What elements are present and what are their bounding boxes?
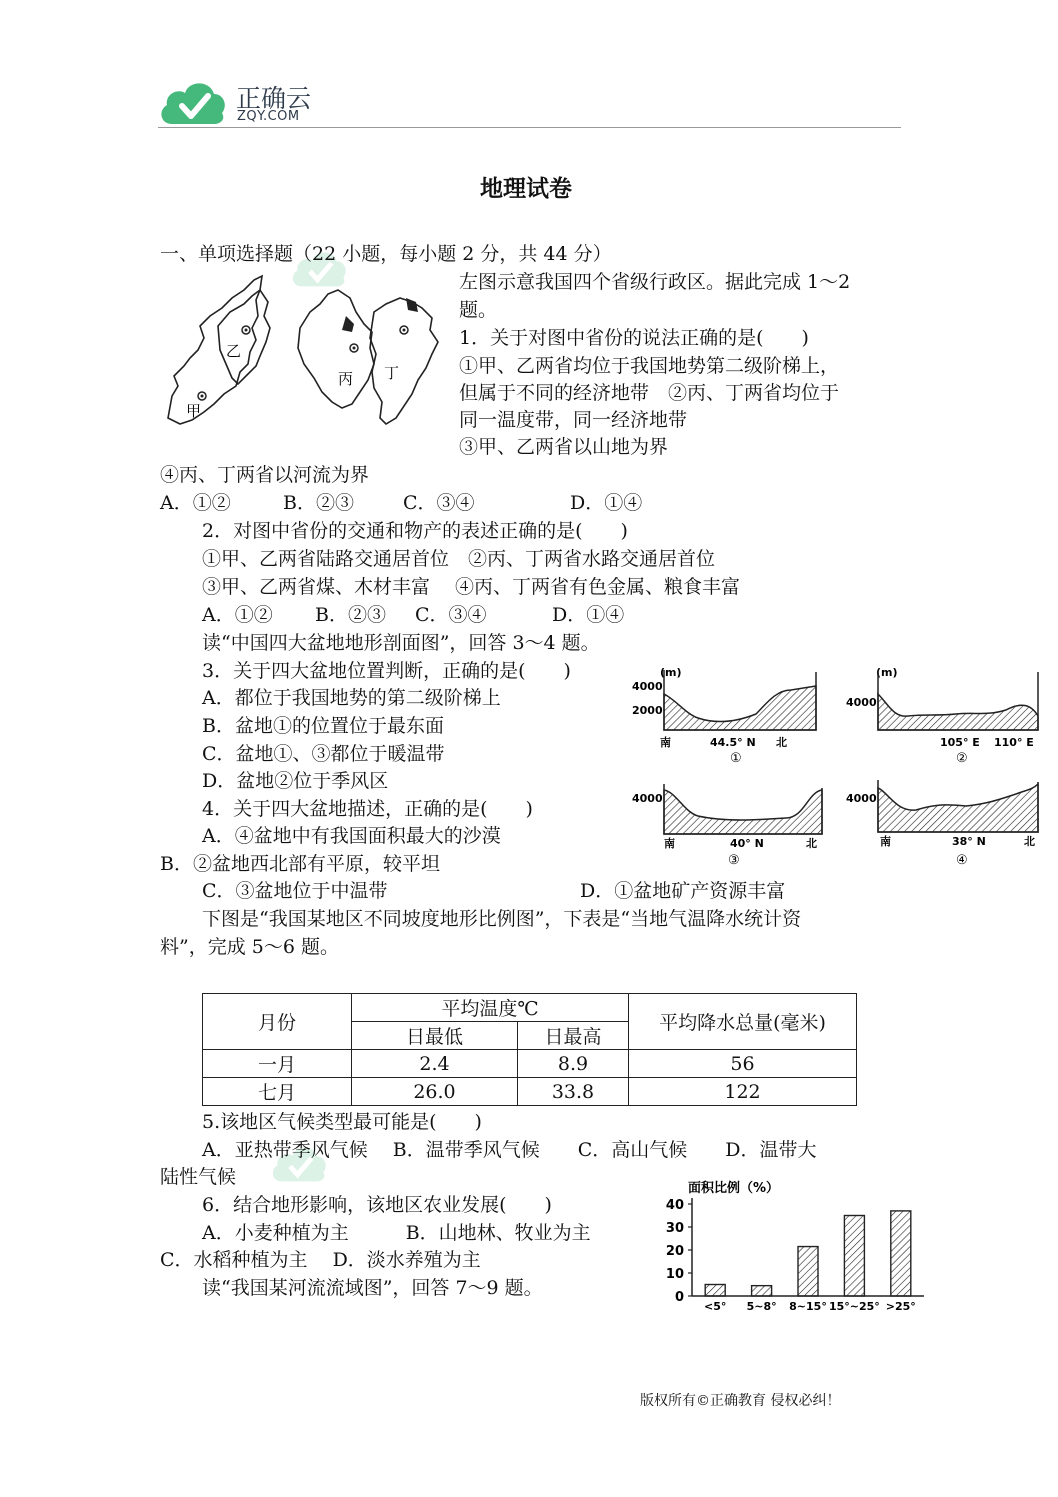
x-tick-label: <5° [704,1300,727,1313]
basin-profile-4 [846,780,1038,868]
intro-q1-2-line2: 题。 [459,299,498,321]
province-map-figure [160,268,455,458]
profile-left: 南 [660,736,671,749]
profile-number: ③ [728,853,740,868]
header-rule [158,127,901,128]
bar [891,1211,911,1296]
table-cell-month: 七月 [203,1078,352,1106]
q1-line: ④丙、丁两省以河流为界 [160,464,370,486]
intro-q7-9: 读“我国某河流流域图”，回答 7～9 题。 [202,1277,543,1299]
profile-right: 北 [1024,835,1035,848]
table-header-max: 日最高 [518,1022,629,1050]
profile-right: 北 [806,837,817,850]
q4-option-c[interactable]: C．③盆地位于中温带 [202,880,388,902]
q1-line: 但属于不同的经济地带 ②丙、丁两省均位于 [459,382,840,404]
intro-q5-6-line2: 料”，完成 5～6 题。 [160,936,339,958]
q3-option-a[interactable]: A．都位于我国地势的第二级阶梯上 [202,687,501,709]
province-ding-outline [370,298,438,424]
profile-number: ① [730,751,742,766]
brand-name-cn: 正确云 [236,84,312,113]
q1-option-d[interactable]: D．①④ [570,492,643,514]
profile-unit: (m) [876,666,898,679]
intro-q1-2-line1: 左图示意我国四个省级行政区。据此完成 1～2 [459,271,851,293]
q4-option-d[interactable]: D．①盆地矿产资源丰富 [580,880,786,902]
profile-number: ④ [956,853,968,868]
bar [798,1247,818,1296]
bar [705,1285,725,1297]
q2-option-a[interactable]: A．①② [202,604,273,626]
map-label-jia: 甲 [186,402,202,420]
q3-option-b[interactable]: B．盆地①的位置位于最东面 [202,715,444,737]
x-tick-label: 15°~25° [828,1300,880,1313]
brand-name-en: ZQY.COM [237,109,300,124]
q1-line: ③甲、乙两省以山地为界 [459,436,669,458]
y-tick-label: 20 [665,1244,684,1259]
bar [844,1216,864,1297]
y-tick-label: 30 [665,1221,684,1236]
q4-option-b[interactable]: B．②盆地西北部有平原，较平坦 [160,853,440,875]
basin-profiles-figure [626,664,1046,879]
q6-stem: 6．结合地形影响，该地区农业发展( ) [202,1194,552,1216]
chart-title: 面积比例（%） [688,1181,780,1196]
q2-option-c[interactable]: C．③④ [415,604,487,626]
q5-stem: 5.该地区气候类型最可能是( ) [202,1111,482,1133]
intro-q5-6-line1: 下图是“我国某地区不同坡度地形比例图”，下表是“当地气温降水统计资 [202,908,802,930]
q3-stem: 3．关于四大盆地位置判断，正确的是( ) [202,660,571,682]
q1-option-b[interactable]: B．②③ [283,492,354,514]
map-label-bing: 丙 [338,370,354,388]
profile-tick: 4000 [846,792,877,805]
profile-right: 北 [776,736,787,749]
y-tick-label: 10 [665,1267,684,1282]
q2-stem: 2．对图中省份的交通和物产的表述正确的是( ) [202,520,628,542]
profile-unit: (m) [660,666,682,679]
table-cell-max: 8.9 [518,1050,629,1078]
table-cell-precip: 122 [629,1078,857,1106]
q4-stem: 4．关于四大盆地描述，正确的是( ) [202,798,533,820]
cloud-check-logo-icon [158,76,230,128]
q6-options-line2[interactable]: C．水稻种植为主 D．淡水养殖为主 [160,1249,481,1271]
profile-tick: 2000 [632,704,663,717]
profile-tick: 4000 [846,696,877,709]
y-tick-label: 0 [674,1290,684,1305]
climate-table [202,993,857,1106]
q2-option-d[interactable]: D．①④ [552,604,625,626]
basin-profile-1 [632,666,816,766]
profile-mid: 40° N [730,837,764,850]
table-cell-max: 33.8 [518,1078,629,1106]
q2-line: ③甲、乙两省煤、木材丰富 ④丙、丁两省有色金属、粮食丰富 [202,576,741,598]
table-header-temp: 平均温度℃ [352,994,629,1022]
profile-tick: 4000 [632,792,663,805]
profile-tick: 4000 [632,680,663,693]
profile-mid: 44.5° N [710,736,756,749]
section-heading: 一、单项选择题（22 小题，每小题 2 分，共 44 分） [160,243,612,265]
q1-line: ①甲、乙两省均位于我国地势第二级阶梯上， [459,355,840,377]
q1-line: 同一温度带，同一经济地带 [459,409,688,431]
basin-profile-2 [846,666,1038,766]
table-header-month: 月份 [203,994,352,1050]
q5-options-line1[interactable]: A．亚热带季风气候 B．温带季风气候 C．高山气候 D．温带大 [202,1139,817,1161]
q3-option-d[interactable]: D．盆地②位于季风区 [202,770,389,792]
x-tick-label: >25° [885,1300,916,1313]
table-row [203,1050,857,1078]
table-header-precip: 平均降水总量(毫米) [629,994,857,1050]
province-jia-outline [168,276,262,424]
q1-stem: 1．关于对图中省份的说法正确的是( ) [459,327,809,349]
table-cell-min: 2.4 [352,1050,518,1078]
header-logo [158,76,318,128]
profile-mid: 38° N [952,835,986,848]
q1-option-c[interactable]: C．③④ [403,492,475,514]
q1-option-a[interactable]: A．①② [160,492,231,514]
province-bing-outline [298,290,374,408]
map-label-yi: 乙 [226,342,242,360]
q6-options-line1[interactable]: A．小麦种植为主 B．山地林、牧业为主 [202,1222,591,1244]
basin-profile-3 [632,784,822,868]
q2-line: ①甲、乙两省陆路交通居首位 ②丙、丁两省水路交通居首位 [202,548,716,570]
table-row [203,1078,857,1106]
slope-area-bar-chart [662,1176,932,1316]
x-tick-label: 8~15° [789,1300,827,1313]
profile-number: ② [956,751,968,766]
footer-copyright: 版权所有©正确教育 侵权必纠！ [640,1393,841,1409]
y-tick-label: 40 [665,1198,684,1213]
profile-left: 南 [880,835,891,848]
q2-option-b[interactable]: B．②③ [315,604,386,626]
q4-option-a[interactable]: A．④盆地中有我国面积最大的沙漠 [202,825,501,847]
q5-options-line2[interactable]: 陆性气候 [160,1166,237,1188]
page-title: 地理试卷 [480,175,572,202]
table-header-min: 日最低 [352,1022,518,1050]
intro-q3-4: 读“中国四大盆地地形剖面图”，回答 3～4 题。 [202,632,600,654]
table-cell-min: 26.0 [352,1078,518,1106]
table-cell-precip: 56 [629,1050,857,1078]
profile-left: 南 [664,837,675,850]
q3-option-c[interactable]: C．盆地①、③都位于暖温带 [202,743,445,765]
map-label-ding: 丁 [384,364,400,382]
table-cell-month: 一月 [203,1050,352,1078]
profile-mid: 105° E [940,736,980,749]
x-tick-label: 5~8° [746,1300,777,1313]
profile-right: 110° E [994,736,1034,749]
bar [752,1286,772,1296]
